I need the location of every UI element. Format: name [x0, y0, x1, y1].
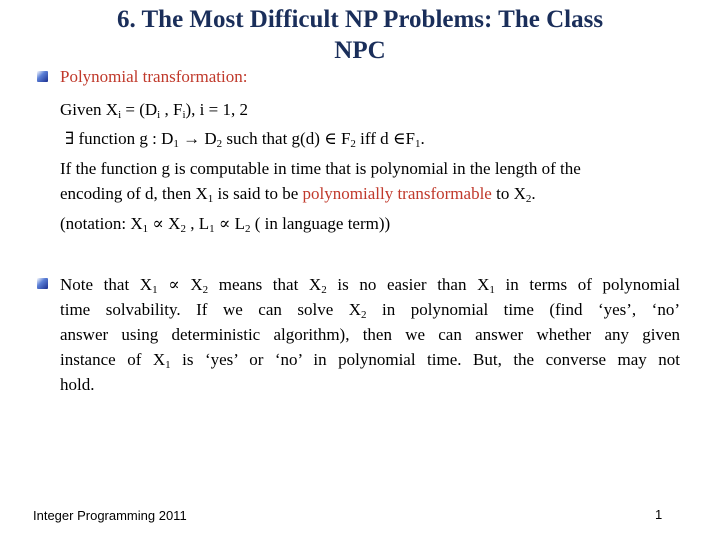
- text: ∝ X: [148, 214, 181, 233]
- note-line-2: [60, 299, 680, 320]
- text: is ‘yes’ or ‘no’ in polynomial time. But, the converse may not: [170, 350, 680, 369]
- subscript: 1: [209, 223, 215, 235]
- text: means that X: [208, 275, 322, 294]
- text: ( in language term)): [250, 214, 391, 233]
- footer-course-name: Integer Programming 2011: [33, 508, 187, 523]
- subscript: 2: [525, 193, 532, 205]
- text: .: [420, 129, 425, 148]
- text: in terms of polynomial: [494, 275, 680, 294]
- text: in polynomial time (find ‘yes’, ‘no’: [366, 300, 680, 319]
- text: = (D: [121, 100, 158, 119]
- page-number: 1: [655, 507, 663, 522]
- note-line-3: [60, 324, 680, 345]
- text: hold.: [60, 375, 95, 394]
- text: .: [531, 184, 536, 203]
- polynomial-transformation-heading: Polynomial transformation:: [60, 67, 248, 86]
- bullet-1-heading: [60, 66, 247, 87]
- text: ∝ X: [157, 275, 203, 294]
- subscript: 1: [489, 284, 495, 296]
- text: ∝ L: [214, 214, 245, 233]
- notation-line: [60, 213, 390, 234]
- subscript: 2: [180, 223, 186, 235]
- subscript: i: [182, 109, 186, 121]
- text: is no easier than X: [326, 275, 490, 294]
- slide-title: [40, 4, 680, 66]
- slide-title-line-1: 6. The Most Difficult NP Problems: The Class: [116, 6, 604, 33]
- text: to X: [491, 184, 526, 203]
- note-line-5: [60, 374, 94, 395]
- text: Given X: [60, 100, 119, 119]
- subscript: 2: [321, 284, 327, 296]
- subscript: 2: [361, 309, 367, 321]
- note-line-1: [60, 274, 680, 295]
- text: is said to be: [213, 184, 303, 203]
- text: instance of X: [60, 350, 166, 369]
- text: encoding of d, then X: [60, 184, 208, 203]
- subscript: 1: [152, 284, 158, 296]
- subscript: 2: [244, 223, 251, 235]
- text: Note that X: [60, 275, 153, 294]
- subscript: 1: [414, 138, 421, 150]
- text: If the function g is computable in time that is polynomial in the length of the: [60, 159, 581, 178]
- text: iff d ∈F: [355, 129, 415, 148]
- text: (notation: X: [60, 214, 143, 233]
- subscript: 1: [165, 359, 171, 371]
- subscript: 2: [350, 138, 356, 150]
- text: answer using deterministic algorithm), then we can answer whether any given: [60, 325, 680, 344]
- subscript: 1: [207, 193, 214, 205]
- note-line-4: [60, 349, 680, 370]
- text: time solvability. If we can solve X: [60, 300, 362, 319]
- text: → D: [178, 129, 217, 148]
- exists-function-line: [65, 128, 425, 149]
- encoding-line: [60, 183, 536, 204]
- text: , L: [185, 214, 210, 233]
- text: , F: [160, 100, 183, 119]
- polynomially-transformable-term: polynomially transformable: [302, 184, 492, 203]
- square-bullet-icon: [37, 71, 48, 82]
- subscript: 1: [173, 138, 179, 150]
- given-line: [60, 99, 248, 120]
- text: ), i = 1, 2: [185, 100, 248, 119]
- subscript: 2: [216, 138, 223, 150]
- subscript: i: [118, 109, 122, 121]
- if-function-line: [60, 158, 581, 179]
- slide-title-line-2: NPC: [334, 37, 386, 64]
- square-bullet-icon: [37, 278, 48, 289]
- text: ∃ function g : D: [65, 129, 174, 148]
- subscript: 1: [142, 223, 149, 235]
- subscript: 2: [202, 284, 209, 296]
- subscript: i: [157, 109, 161, 121]
- text: such that g(d) ∈ F: [222, 129, 351, 148]
